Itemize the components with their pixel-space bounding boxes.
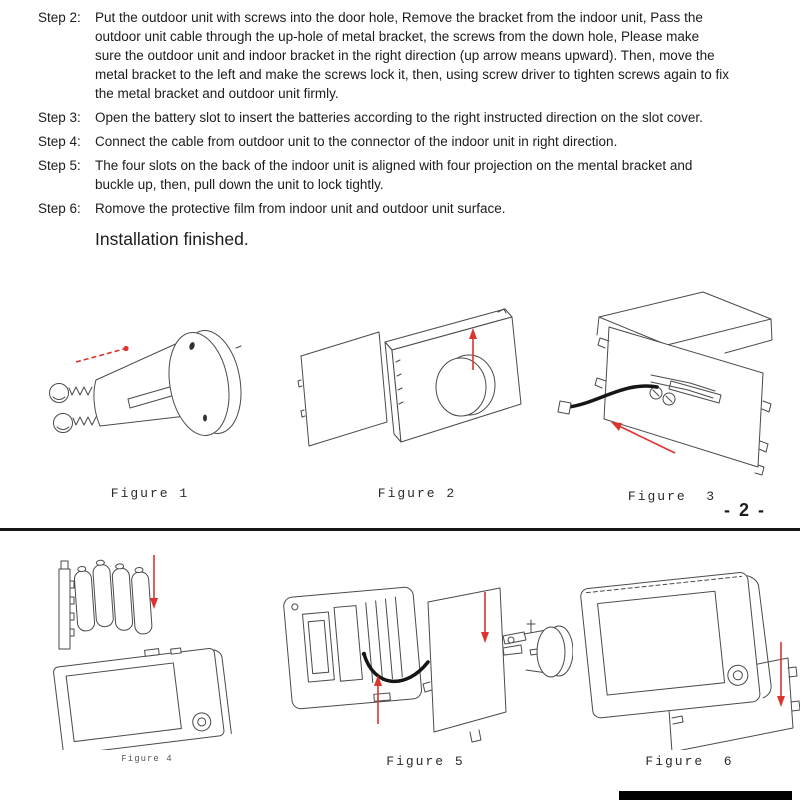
step-5-line: The four slots on the back of the indoor unit is aligned with four projection on the mental bracket and: [95, 158, 693, 173]
step-2-line: sure the outdoor unit and indoor bracket in the right direction (up arrow means upward). Then, move the: [95, 48, 715, 63]
step-4: [38, 132, 780, 151]
bottom-black-bar: [619, 791, 792, 800]
figure-6-drawing: [572, 552, 800, 750]
figure-5-caption: Figure 5: [386, 754, 465, 769]
figure-4: [32, 545, 262, 764]
step-2-line: outdoor unit cable through the up-hole of metal bracket, the screws from the down hole, Please make: [95, 29, 700, 44]
step-2-line: Put the outdoor unit with screws into the door hole, Remove the bracket from the indoor unit, Pass the: [95, 10, 703, 25]
metal-bracket-plate: [595, 327, 771, 475]
step-4-text: [95, 132, 780, 151]
installation-steps: [38, 8, 780, 250]
outdoor-unit-barrel: [524, 626, 573, 677]
indoor-unit: [52, 641, 231, 750]
figure-3: [553, 283, 791, 504]
figure-3-caption: Figure 3: [627, 489, 717, 504]
indoor-unit-front: [580, 571, 773, 719]
red-arrow-icon: [150, 555, 158, 609]
step-2-label: Step 2:: [38, 10, 81, 25]
step-3-text: [95, 108, 780, 127]
step-6-text: [95, 199, 780, 218]
batteries: [73, 557, 152, 638]
step-2-line: metal bracket to the left and make the screws lock it, then, using screw driver to tighten screws again to fix: [95, 67, 730, 82]
figure-1: [32, 296, 268, 501]
indoor-unit-back: [283, 587, 422, 710]
figure-4-drawing: [32, 545, 262, 750]
page-number: - 2 -: [724, 500, 767, 520]
figure-2-caption: Figure 2: [377, 486, 457, 501]
figure-2-drawing: [293, 292, 541, 482]
metal-bracket-plate: [423, 588, 506, 742]
bracket-plate: [298, 332, 387, 446]
step-3: [38, 108, 780, 127]
step-3-line: Open the battery slot to insert the batteries according to the right instructed direction on the slot cover.: [95, 110, 703, 125]
figure-5-drawing: [278, 562, 573, 750]
figure-6: [572, 552, 800, 769]
step-6-label: Step 6:: [38, 201, 81, 216]
figure-1-caption: Figure 1: [110, 486, 190, 501]
figure-3-drawing: [553, 283, 791, 485]
outdoor-unit-knob: [436, 355, 495, 416]
step-2-line: the metal bracket and outdoor unit firmly.: [95, 86, 339, 101]
step-4-line: Connect the cable from outdoor unit to the connector of the indoor unit in right direction.: [95, 134, 618, 149]
step-6-line: Romove the protective film from indoor unit and outdoor unit surface.: [95, 201, 506, 216]
step-6: [38, 199, 780, 218]
figure-4-caption: Figure 4: [121, 754, 173, 764]
outdoor-unit-faceplate: [161, 326, 248, 440]
step-5-label: Step 5:: [38, 158, 81, 173]
step-5: [38, 156, 780, 194]
installation-finished-text: Installation finished.: [95, 229, 249, 249]
step-3-label: Step 3:: [38, 110, 81, 125]
red-arrow-icon: [76, 346, 129, 362]
step-5-text: [95, 156, 780, 194]
figure-5: [278, 562, 573, 769]
step-4-label: Step 4:: [38, 134, 81, 149]
figure-2: [293, 292, 541, 501]
figure-6-caption: Figure 6: [645, 754, 734, 769]
step-2-text: [95, 8, 780, 103]
step-2: [38, 8, 780, 103]
step-5-line: buckle up, then, pull down the unit to lock tightly.: [95, 177, 384, 192]
screws: [50, 384, 97, 433]
section-divider: [0, 528, 800, 531]
figure-1-drawing: [32, 296, 268, 482]
battery-cover-strip: [59, 561, 74, 649]
